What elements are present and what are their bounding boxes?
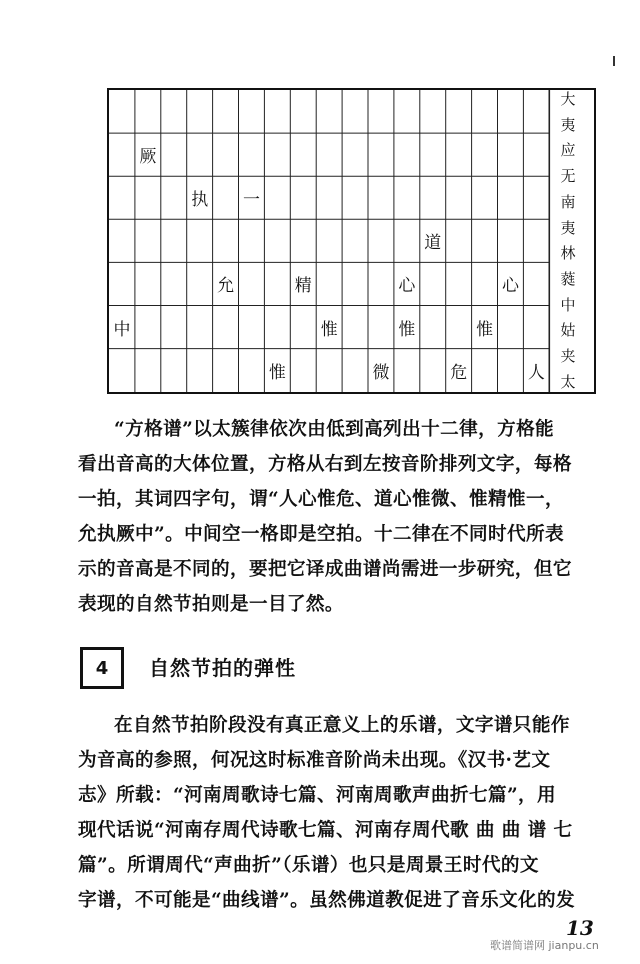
lyric-cell: 精: [294, 276, 312, 297]
lyric-cell: 人: [527, 362, 545, 383]
text-line: 在自然节拍阶段没有真正意义上的乐谱，文字谱只能作: [114, 715, 570, 736]
text-line: 为音高的参照，何况这时标准音阶尚未出现。《汉书·艺文: [78, 750, 551, 771]
lyric-cell: 道: [424, 233, 442, 254]
pitch-name: 南: [560, 192, 576, 211]
grid-lines: [109, 90, 594, 392]
pitch-name: 中: [560, 295, 576, 314]
pitch-name: 夹: [560, 347, 576, 366]
lyric-cell: 允: [217, 276, 235, 297]
pitch-name: 大: [560, 90, 576, 108]
text-line: 允执厥中”。中间空一格即是空拍。十二律在不同时代所表: [78, 524, 564, 545]
pitch-name: 应: [560, 141, 576, 160]
pitch-name: 夷: [560, 115, 576, 134]
section-title: 自然节拍的弹性: [149, 656, 296, 680]
lyric-cell: 执: [191, 190, 209, 211]
lyric-cell: 厥: [139, 147, 157, 168]
lyric-cell: 危: [450, 362, 468, 383]
section-number-box: [80, 647, 124, 689]
paragraph-fangge-explanation: [78, 412, 618, 622]
fangge-score-figure: [107, 88, 596, 394]
pitch-name: 太: [560, 372, 576, 391]
paragraph-natural-rhythm: [78, 708, 618, 918]
pitch-name: 林: [560, 244, 576, 263]
text-line: 志》所载：“河南周歌诗七篇、河南周歌声曲折七篇”，用: [78, 785, 557, 806]
margin-tick: [613, 56, 615, 66]
text-line: 表现的自然节拍则是一目了然。: [78, 594, 344, 615]
text-line: 篇”。所谓周代“声曲折”（乐谱）也只是周景王时代的文: [78, 855, 539, 876]
pitch-name-column: [542, 90, 594, 392]
page-number: 13: [566, 916, 594, 940]
pitch-name: 姑: [560, 321, 576, 340]
pitch-name: 夷: [560, 218, 576, 237]
lyric-cell: 微: [372, 362, 390, 383]
pitch-name: 无: [560, 167, 576, 186]
lyric-cell: 中: [113, 319, 131, 340]
lyric-cell: 惟: [398, 319, 416, 340]
text-line: “方格谱”以太簇律依次由低到高列出十二律，方格能: [114, 419, 555, 440]
text-line: 现代话说“河南存周代诗歌七篇、河南存周代歌 曲 曲 谱 七: [78, 820, 573, 841]
lyric-cell: 心: [398, 276, 416, 297]
text-line: 字谱，不可能是“曲线谱”。虽然佛道教促进了音乐文化的发: [78, 890, 576, 911]
text-line: 看出音高的大体位置，方格从右到左按音阶排列文字，每格: [78, 454, 572, 475]
lyric-cell: 惟: [476, 319, 494, 340]
lyric-cell: 一: [243, 190, 260, 211]
text-line: 一拍，其词四字句，谓“人心惟危、道心惟微、惟精惟一，: [78, 489, 564, 510]
text-line: 示的音高是不同的，要把它译成曲谱尚需进一步研究，但它: [78, 559, 572, 580]
watermark: 歌谱简谱网 jianpu.cn: [490, 939, 599, 952]
lyric-cell: 惟: [268, 362, 286, 383]
lyric-cell: 心: [502, 276, 519, 297]
pitch-name: 蕤: [560, 270, 576, 289]
lyric-cell: 惟: [320, 319, 338, 340]
section-number: 4: [95, 657, 109, 679]
